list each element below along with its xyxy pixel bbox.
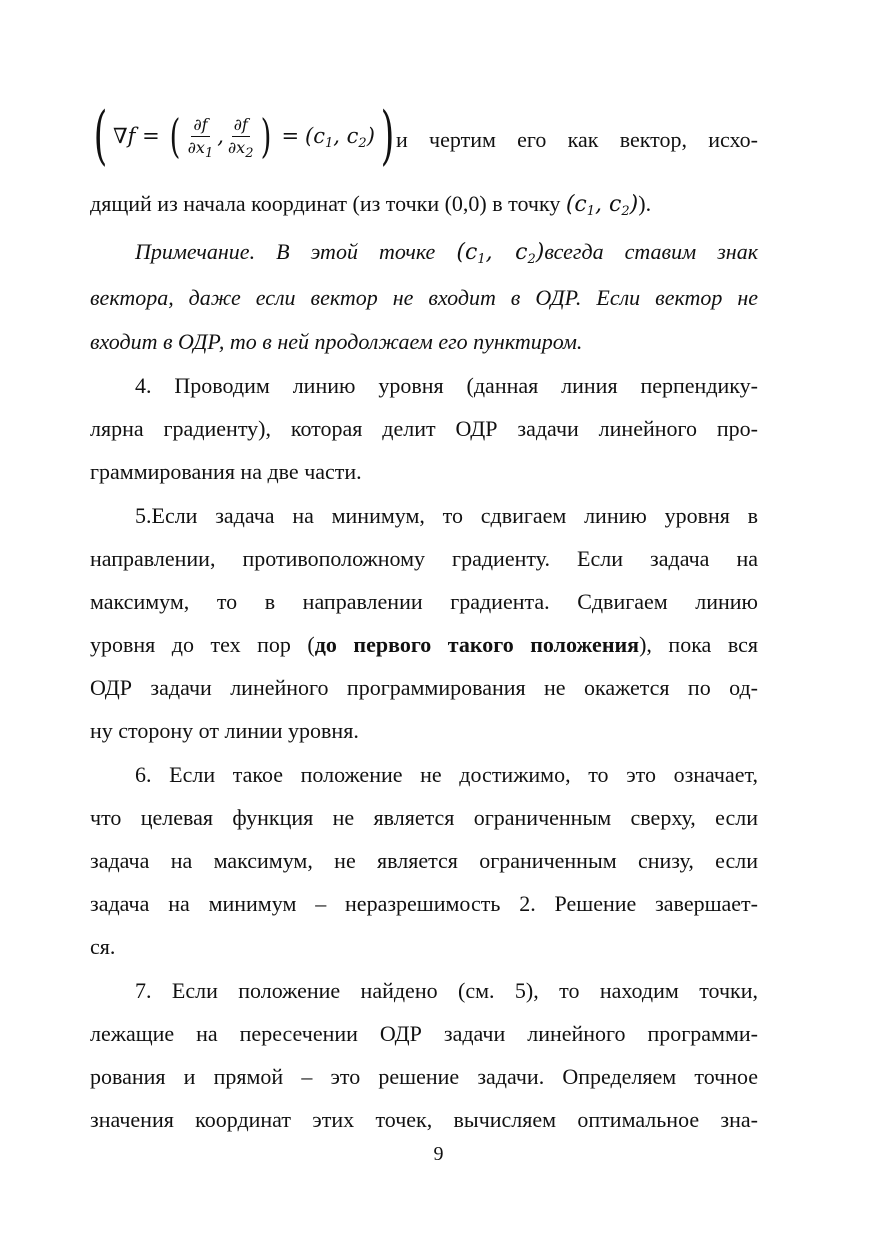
note-line: Примечание. В этой точке ($c_1$, $c_2)всегда$ ставим знак bbox=[135, 239, 758, 267]
text-line: ОДР задачи линейного программирования не окажется по од- bbox=[90, 675, 758, 700]
left-med-paren: ( bbox=[169, 109, 181, 163]
text-line: 7. Если положение найдено (см. 5), то находим точки, bbox=[135, 978, 758, 1003]
right-med-paren: ) bbox=[261, 109, 272, 163]
left-big-paren: ( bbox=[93, 99, 108, 173]
equals-sign: = bbox=[281, 124, 300, 148]
text-line: уровня до тех пор (до первого такого положения), пока вся bbox=[90, 632, 758, 657]
text-line: задача на максимум, не является ограниченным снизу, если bbox=[90, 848, 758, 873]
text-line: рования и прямой – это решение задачи. Определяем точное bbox=[90, 1064, 758, 1089]
note-line: вектора, даже если вектор не входит в ОДР. Если вектор не bbox=[90, 285, 758, 310]
note-line: входит в ОДР, то в ней продолжаем его пунктиром. bbox=[90, 329, 583, 354]
text-line: задача на минимум – неразрешимость 2. Решение завершает- bbox=[90, 891, 758, 916]
bold-phrase: до первого такого положения bbox=[314, 632, 640, 657]
text-line: ну сторону от линии уровня. bbox=[90, 718, 359, 743]
text-line: ся. bbox=[90, 934, 116, 959]
text-line: 4. Проводим линию уровня (данная линия перпендику- bbox=[135, 373, 758, 398]
right-big-paren: ) bbox=[380, 99, 395, 173]
c-vector: ($c_1$, $c_2$) bbox=[305, 124, 375, 151]
gradient-formula: ( ∇f = ( $\frac{\partial f}{\partial x_1}$ , $\frac{\partial f}{\partial x_2}$ ) = ($c_1$, $c_2$) ) bbox=[93, 99, 395, 173]
text-line: граммирования на две части. bbox=[90, 459, 362, 484]
fraction-df-dx1: $\frac{\partial f}{\partial x_1}$ bbox=[187, 114, 214, 161]
text-line: лярна градиенту), которая делит ОДР задачи линейного про- bbox=[90, 416, 758, 441]
text-line: 6. Если такое положение не достижимо, то это означает, bbox=[135, 762, 758, 787]
text-line: значения координат этих точек, вычисляем оптимальное зна- bbox=[90, 1107, 758, 1132]
formula-trailing-text: и чертим его как вектор, исхо- bbox=[396, 127, 758, 152]
fraction-df-dx2: $\frac{\partial f}{\partial x_2}$ bbox=[227, 114, 254, 161]
page-number: 9 bbox=[433, 1143, 444, 1165]
text-line: направлении, противоположному градиенту. Если задача на bbox=[90, 546, 758, 571]
nabla-f: ∇f = bbox=[112, 124, 160, 148]
text-line: 5.Если задача на минимум, то сдвигаем линию уровня в bbox=[135, 503, 758, 528]
text-line: дящий из начала координат (из точки (0,0) в точку ($c_1$, $c_2$)). bbox=[90, 191, 652, 219]
text-line: что целевая функция не является ограниченным сверху, если bbox=[90, 805, 758, 830]
text-line: лежащие на пересечении ОДР задачи линейного программи- bbox=[90, 1021, 758, 1046]
text-line: максимум, то в направлении градиента. Сдвигаем линию bbox=[90, 589, 758, 614]
